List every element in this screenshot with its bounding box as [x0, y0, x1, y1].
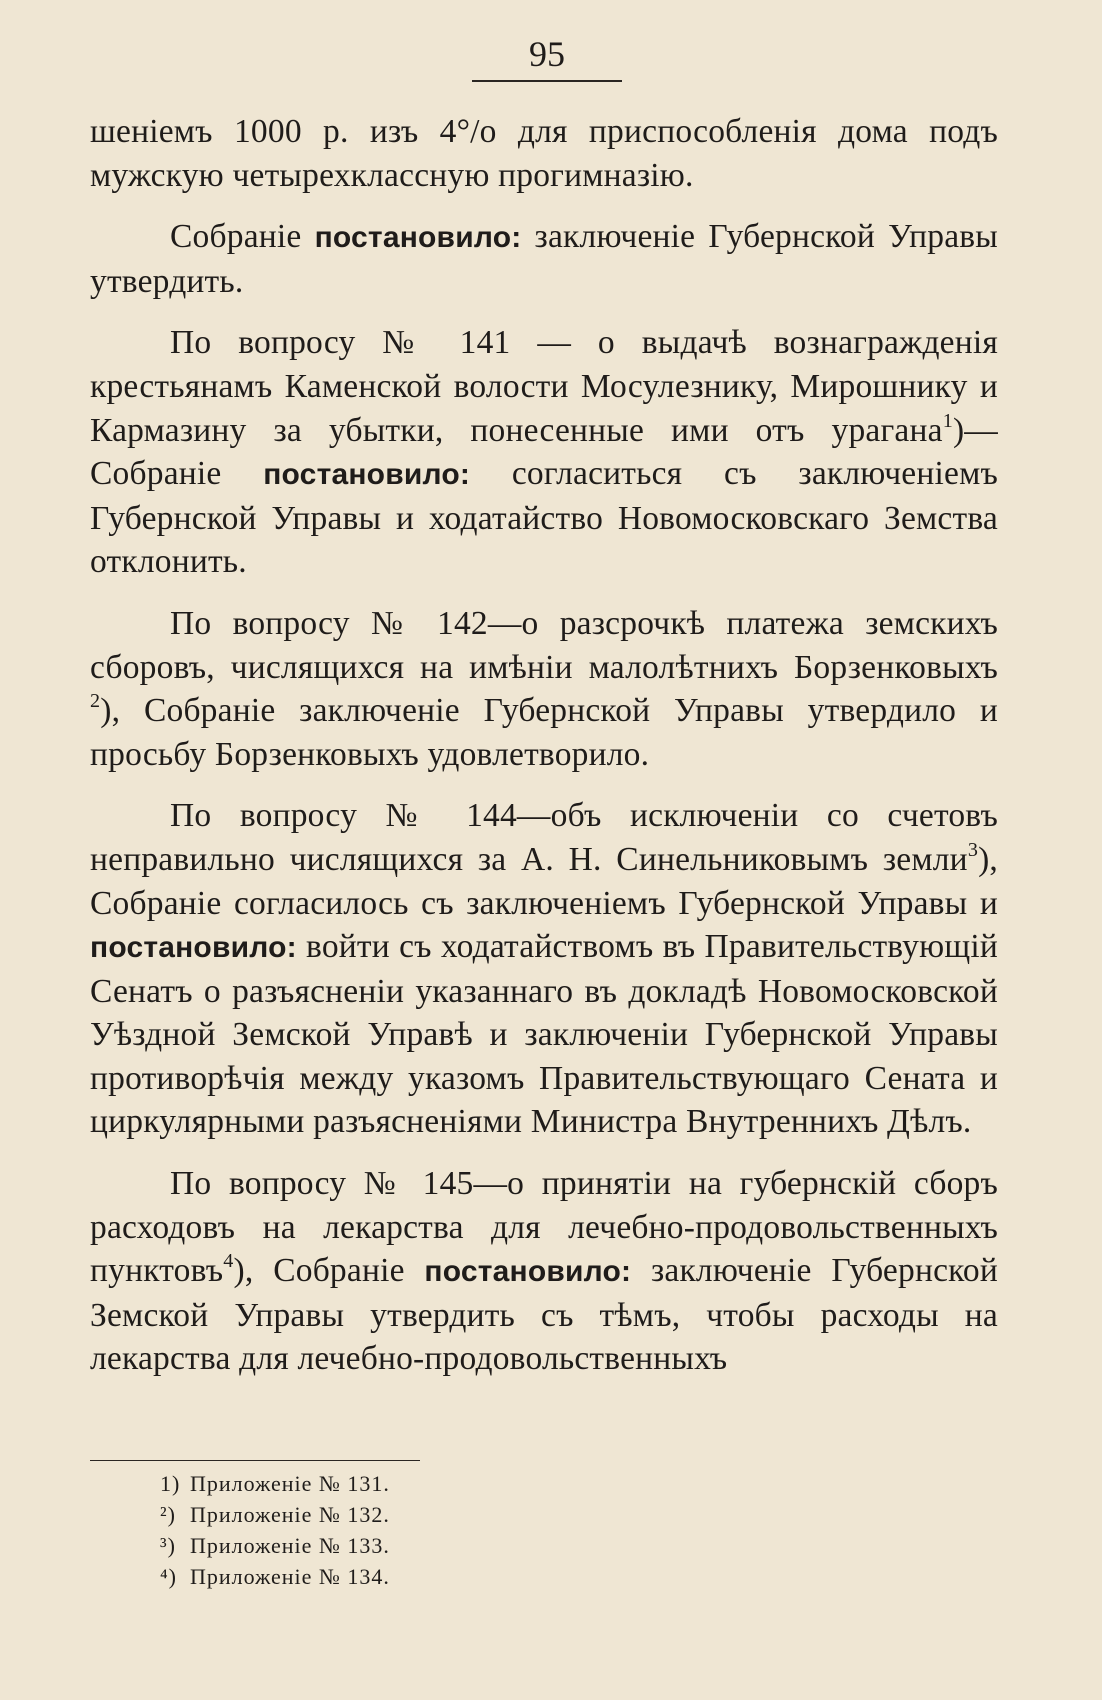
footnote-text: Приложенiе № 131. — [190, 1471, 390, 1496]
text-run: согласиться съ заключенiемъ Губернской Управы и ходатайство Новомосковскаго Земства отклонить. — [90, 455, 998, 581]
footnote-3 — [160, 1530, 390, 1561]
body-text — [90, 110, 998, 1399]
text-run: По вопросу № 144—объ исключенiи со счетовъ неправильно числящихся за А. Н. Синельниковымъ земли — [90, 797, 998, 878]
paragraph-5 — [90, 794, 998, 1144]
footnote-rule — [90, 1460, 420, 1461]
page-number: 95 — [529, 34, 565, 74]
keyword-postanovilo: постановило: — [263, 458, 471, 492]
footnote-ref-3: 3 — [967, 838, 979, 861]
paragraph-1 — [90, 110, 998, 197]
text-run: Собранiе — [170, 218, 315, 256]
text-run: )—Собранiе — [90, 411, 998, 493]
footnotes — [160, 1468, 390, 1592]
text-run: По вопросу № 145—о принятiи на губернскiй сборъ расходовъ на лекарства для лечебно-продовольственныхъ пунктовъ — [90, 1165, 998, 1290]
paragraph-6 — [90, 1162, 998, 1381]
footnote-mark: ⁴) — [160, 1564, 177, 1589]
footnote-ref-4: 4 — [223, 1250, 234, 1273]
paragraph-3 — [90, 321, 998, 584]
footnote-mark: ³) — [160, 1533, 176, 1558]
text-run: ), Собранiе — [233, 1252, 425, 1290]
paragraph-4 — [90, 602, 998, 776]
text-run: шенiемъ 1000 р. изъ 4°/о для приспособленiя дома подъ мужскую четырехклассную прогимназiю. — [90, 113, 998, 194]
footnote-text: Приложенiе № 134. — [190, 1564, 390, 1589]
footnote-ref-2: 2 — [90, 690, 101, 713]
keyword-postanovilo: постановило: — [314, 221, 522, 255]
text-run: По вопросу № 142—о разсрочкѣ платежа земскихъ сборовъ, числящихся на имѣнiи малолѣтнихъ Борзенковыхъ — [90, 604, 998, 686]
keyword-postanovilo: постановило: — [424, 1255, 632, 1289]
text-run: По вопросу № 141 — о выдачѣ вознагражденiя крестьянамъ Каменской волости Мосулезнику, Мирошнику и Кармазину за убытки, понесенные ими отъ урагана — [90, 324, 998, 449]
footnote-mark: 1) — [160, 1471, 181, 1496]
page-number-rule — [472, 80, 622, 82]
text-run: войти съ ходатайствомъ въ Правительствующiй Сенатъ о разъясненiи указаннаго въ докладѣ Новомосковской Уѣздной Земской Управѣ и заключенiи Губернской Управы противорѣчiя между указомъ Правительствующаго Сената и циркулярными разъясненiями Министра Внутреннихъ Дѣлъ. — [90, 928, 998, 1141]
text-run: заключенiе Губернской Земской Управы утвердить съ тѣмъ, чтобы расходы на лекарства для лечебно-продовольственныхъ — [90, 1252, 998, 1378]
paragraph-2 — [90, 215, 998, 303]
footnote-ref-1: 1 — [942, 409, 953, 432]
footnote-4 — [160, 1561, 390, 1592]
text-run: ), Собранiе согласилось съ заключенiемъ Губернской Управы и — [90, 840, 998, 922]
footnote-text: Приложенiе № 132. — [190, 1502, 390, 1527]
text-run: заключенiе Губернской Управы утвердить. — [90, 218, 998, 300]
footnote-1 — [160, 1468, 390, 1499]
text-run: ), Собранiе заключенiе Губернской Управы утвердило и просьбу Борзенковыхъ удовлетворило. — [90, 692, 998, 773]
keyword-postanovilo: постановило: — [90, 931, 297, 965]
footnote-mark: ²) — [160, 1502, 176, 1527]
footnote-text: Приложенiе № 133. — [190, 1533, 390, 1558]
footnote-2 — [160, 1499, 390, 1530]
